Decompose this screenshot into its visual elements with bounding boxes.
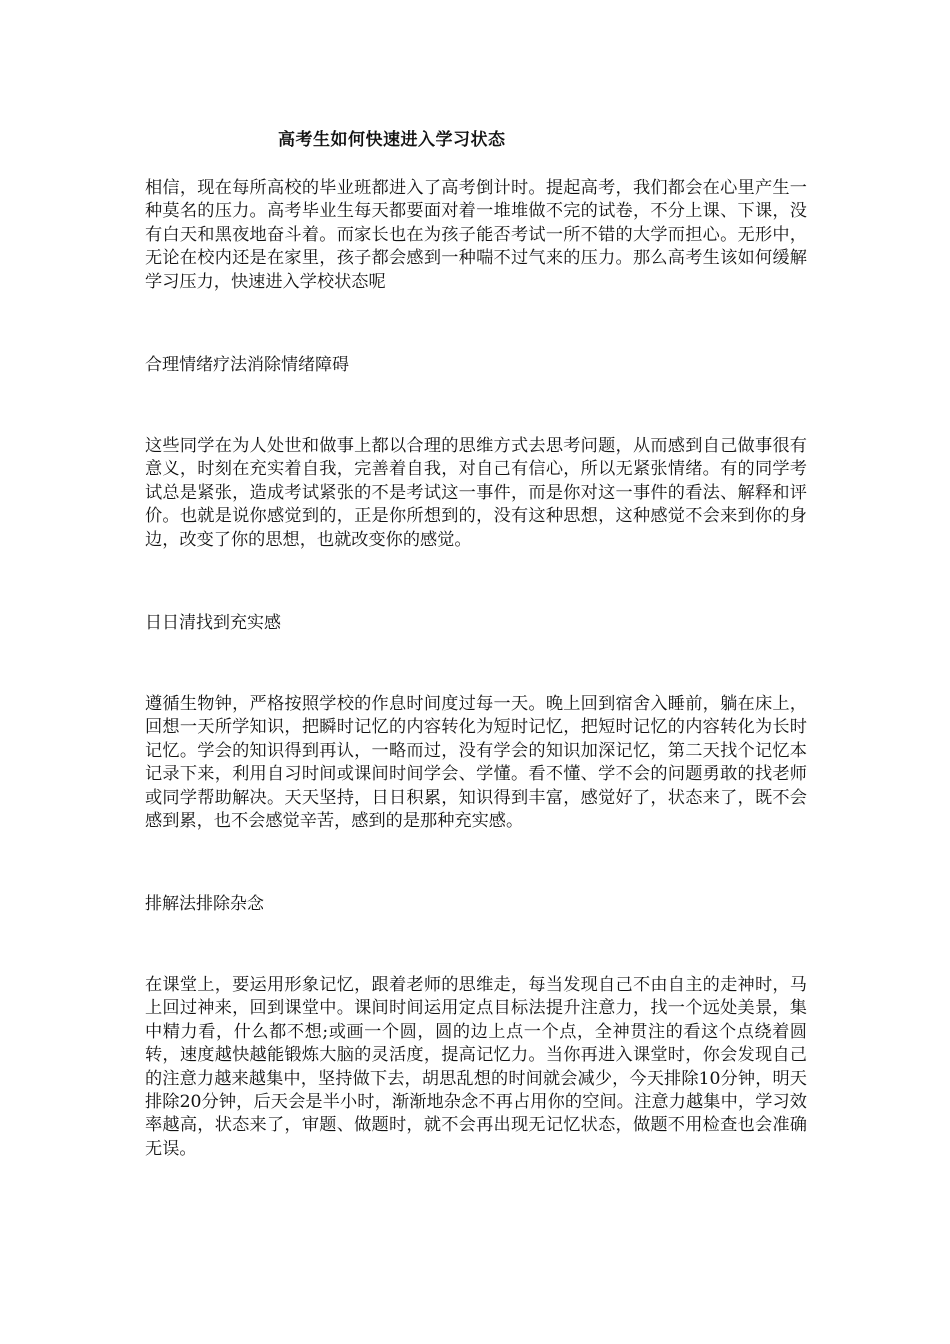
document-title: 高考生如何快速进入学习状态 — [278, 130, 506, 150]
section-body-daily-review: 遵循生物钟，严格按照学校的作息时间度过每一天。晚上回到宿舍入睡前，躺在床上，回想一天所学知识，把瞬时记忆的内容转化为短时记忆，把短时记忆的内容转化为长时记忆。学会的知识得到再认，一略而过，没有学会的知识加深记忆，第二天找个记忆本记录下来，利用自习时间或课间时间学会、学懂。看不懂、学不会的问题勇敢的找老师或同学帮助解决。天天坚持，日日积累，知识得到丰富，感觉好了，状态来了，既不会感到累，也不会感觉辛苦，感到的是那种充实感。 — [145, 694, 807, 832]
section-body-eliminate-distractions: 在课堂上，要运用形象记忆，跟着老师的思维走，每当发现自己不由自主的走神时，马上回过神来，回到课堂中。课间时间运用定点目标法提升注意力，找一个远处美景，集中精力看，什么都不想;或画一个圆，圆的边上点一个点，全神贯注的看这个点绕着圆转，速度越快越能锻炼大脑的灵活度，提高记忆力。当你再进入课堂时，你会发现自己的注意力越来越集中，坚持做下去，胡思乱想的时间就会减少，今天排除10分钟，明天排除20分钟，后天会是半小时，渐渐地杂念不再占用你的空间。注意力越集中，学习效率越高，状态来了，审题、做题时，就不会再出现无记忆状态，做题不用检查也会准确无误。 — [145, 975, 807, 1159]
section-heading-eliminate-distractions: 排解法排除杂念 — [145, 894, 264, 914]
section-heading-daily-review: 日日清找到充实感 — [145, 613, 281, 633]
section-heading-emotion-therapy: 合理情绪疗法消除情绪障碍 — [145, 355, 349, 375]
intro-paragraph: 相信，现在每所高校的毕业班都进入了高考倒计时。提起高考，我们都会在心里产生一种莫名的压力。高考毕业生每天都要面对着一堆堆做不完的试卷，不分上课、下课，没有白天和黑夜地奋斗着。而家长也在为孩子能否考试一所不错的大学而担心。无形中，无论在校内还是在家里，孩子都会感到一种喘不过气来的压力。那么高考生该如何缓解学习压力，快速进入学校状态呢 — [145, 178, 807, 292]
section-body-emotion-therapy: 这些同学在为人处世和做事上都以合理的思维方式去思考问题，从而感到自己做事很有意义，时刻在充实着自我，完善着自我，对自己有信心，所以无紧张情绪。有的同学考试总是紧张，造成考试紧张的不是考试这一事件，而是你对这一事件的看法、解释和评价。也就是说你感觉到的，正是你所想到的，没有这种思想，这种感觉不会来到你的身边，改变了你的思想，也就改变你的感觉。 — [145, 436, 807, 550]
